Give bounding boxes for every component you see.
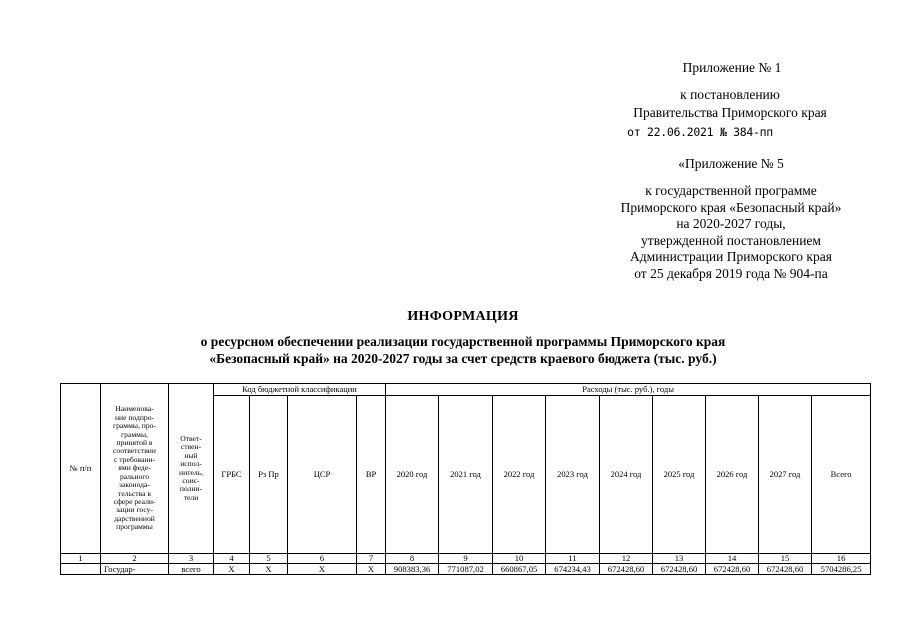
row-cell xyxy=(61,564,101,575)
resolution-date-number: от 22.06.2021 № 384-пп xyxy=(627,125,773,139)
column-numbers-row xyxy=(61,554,871,564)
column-number: 15 xyxy=(759,554,812,564)
header-expenses xyxy=(386,384,871,396)
header-total: Всего xyxy=(812,396,871,554)
header-responsible-label: Ответ- ствен- ный испол- нитель, соис- полни- тели xyxy=(179,433,203,502)
column-number: 6 xyxy=(288,554,357,564)
header-csr: ЦСР xyxy=(288,396,357,554)
document-title: ИНФОРМАЦИЯ xyxy=(407,309,519,324)
header-rzpr: Рз Пр xyxy=(250,396,288,554)
program-years-label: на 2020-2027 годы, xyxy=(676,216,786,231)
header-year: 2026 год xyxy=(706,396,759,554)
row-cell: Х xyxy=(288,564,357,575)
row-cell-amount: 908383,36 xyxy=(386,564,439,575)
column-number: 13 xyxy=(653,554,706,564)
header-year: 2023 год xyxy=(546,396,600,554)
column-number: 16 xyxy=(812,554,871,564)
approval-date-label: от 25 декабря 2019 года № 904-па xyxy=(634,266,828,281)
to-program-label: к государственной программе xyxy=(645,183,817,198)
row-cell-amount: 672428,60 xyxy=(600,564,653,575)
column-number: 10 xyxy=(493,554,546,564)
document-subtitle-line-1: о ресурсном обеспечении реализации государственной программы Приморского края xyxy=(200,334,726,349)
column-number: 11 xyxy=(546,554,600,564)
administration-label: Администрации Приморского края xyxy=(630,249,832,264)
header-year: 2022 год xyxy=(493,396,546,554)
header-year: 2024 год xyxy=(600,396,653,554)
row-cell-amount: 660867,05 xyxy=(493,564,546,575)
column-number: 12 xyxy=(600,554,653,564)
header-budget-codes xyxy=(214,384,386,396)
row-cell-amount: 674234,43 xyxy=(546,564,600,575)
column-number: 7 xyxy=(357,554,386,564)
column-number: 8 xyxy=(386,554,439,564)
to-resolution-label: к постановлению xyxy=(680,87,780,102)
column-number: 4 xyxy=(214,554,250,564)
row-cell-amount: 771087,02 xyxy=(439,564,493,575)
header-year: 2021 год xyxy=(439,396,493,554)
header-number-label: № п/п xyxy=(69,462,92,473)
row-cell-amount: 672428,60 xyxy=(653,564,706,575)
column-number: 5 xyxy=(250,554,288,564)
approved-label: утвержденной постановлением xyxy=(641,233,821,248)
column-number: 3 xyxy=(169,554,214,564)
column-number: 9 xyxy=(439,554,493,564)
row-cell-amount: 672428,60 xyxy=(759,564,812,575)
program-name-label: Приморского края «Безопасный край» xyxy=(620,200,842,215)
header-expenses-label: Расходы (тыс. руб.), годы xyxy=(582,383,674,394)
appendix-1-label: Приложение № 1 xyxy=(682,60,782,75)
row-cell-amount: 672428,60 xyxy=(706,564,759,575)
header-year: 2027 год xyxy=(759,396,812,554)
row-cell: Х xyxy=(214,564,250,575)
column-number: 14 xyxy=(706,554,759,564)
row-cell: Х xyxy=(357,564,386,575)
row-cell: Х xyxy=(250,564,288,575)
appendix-5-label: «Приложение № 5 xyxy=(678,156,784,171)
government-label: Правительства Приморского края xyxy=(633,105,827,120)
header-budget-codes-label: Код бюджетной классификации xyxy=(242,383,357,394)
document-subtitle-line-2: «Безопасный край» на 2020-2027 годы за счет средств краевого бюджета (тыс. руб.) xyxy=(209,351,717,366)
row-cell-total: 5704286,25 xyxy=(812,564,871,575)
header-grbs: ГРБС xyxy=(214,396,250,554)
header-name xyxy=(101,384,169,554)
resource-table xyxy=(60,383,871,575)
row-cell-name: Государ- xyxy=(101,564,169,575)
column-number: 2 xyxy=(101,554,169,564)
column-number: 1 xyxy=(61,554,101,564)
header-year: 2025 год xyxy=(653,396,706,554)
header-responsible xyxy=(169,384,214,554)
header-name-label: Наименова- ние подпро- граммы, про- граммы, принятой в соответствии с требовани- ями феде- рального законода- тельства в сфере реали- зации госу- дарственной программы xyxy=(113,404,156,532)
row-cell-responsible: всего xyxy=(169,564,214,575)
header-year: 2020 год xyxy=(386,396,439,554)
header-number xyxy=(61,384,101,554)
table-row xyxy=(61,564,871,575)
header-vr: ВР xyxy=(357,396,386,554)
